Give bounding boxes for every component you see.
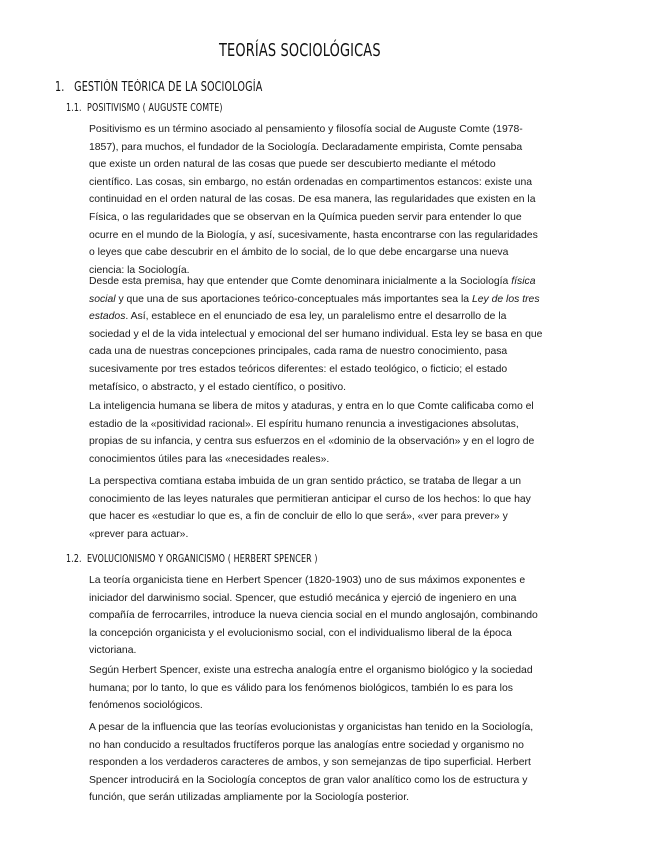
text-line: compañía de ferrocarriles, introduce la nueva ciencia social en el mundo anglosajón, combinando [89, 610, 538, 622]
section-number: 1. [55, 80, 65, 95]
italic-term: física [511, 276, 536, 287]
text-line: fenómenos sociológicos. [89, 700, 203, 712]
text-line: sociedad y el de la vida intelectual y emocional del ser humano individual. Esta ley se basa en que [89, 328, 543, 340]
text-line: humana; por lo tanto, lo que es válido para los fenómenos biológicos, también lo es para los [89, 682, 513, 694]
text-line: propias de su infancia, y centra sus esfuerzos en el «dominio de la observación» y en el logro de [89, 436, 535, 448]
text-line: que existe un orden natural de las cosas que puede ser descubierto mediante el método [89, 159, 496, 171]
subsection-number: 1.1. [66, 101, 82, 114]
text-line: victoriana. [89, 645, 137, 657]
italic-term: social [89, 293, 116, 305]
text-line: Física, o las regularidades que se observan en la Química pueden servir para entender lo que [89, 211, 522, 223]
text-line: y que una de sus aportaciones teórico-conceptuales más importantes sea la [115, 293, 472, 305]
text-line: conocimientos útiles para las «necesidades reales». [89, 453, 330, 465]
paragraph-positivismo-3 [89, 398, 534, 468]
text-line: 1857), para muchos, el fundador de la Sociología. Declaradamente empirista, Comte pensaba [89, 141, 523, 153]
text-line: sucesivamente por tres estados teóricos diferentes: el estado teológico, o ficticio; el estado [89, 363, 508, 375]
text-line: o leyes que cabe descubrir en el ámbito de lo social, de lo que debe encargarse una nueva [89, 247, 509, 259]
paragraph-positivismo-2 [89, 273, 542, 396]
text-line: Spencer introducirá en la Sociología conceptos de gran valor analítico como los de estructura y [89, 774, 528, 786]
text-line: cada una de nuestras concepciones principales, cada rama de nuestro conocimiento, pasa [89, 346, 508, 358]
subsection-title: EVOLUCIONISMO Y ORGANICISMO ( HERBERT SPENCER ) [87, 552, 318, 565]
paragraph-positivismo-4 [89, 473, 531, 543]
text-line: . Así, establece en el enunciado de esa ley, un paralelismo entre el desarrollo de la [125, 311, 507, 323]
text-line: La teoría organicista tiene en Herbert Spencer (1820-1903) uno de sus máximos exponentes e [89, 575, 526, 586]
subsection-heading-1-1 [66, 101, 223, 114]
text-line: La inteligencia humana se libera de mitos y ataduras, y entra en lo que Comte calificaba como el [89, 401, 534, 412]
text-line: La perspectiva comtiana estaba imbuida de un gran sentido práctico, se trataba de llegar a un [89, 476, 522, 487]
paragraph-evolucionismo-1 [89, 572, 538, 660]
text-line: Positivismo es un término asociado al pensamiento y filosofía social de Auguste Comte (1978- [89, 124, 523, 135]
text-line: responden a los verdaderos caracteres de ambos, y son semejanzas de tipo superficial. Herbert [89, 757, 531, 769]
subsection-heading-1-2 [66, 552, 318, 565]
text-line: función, que serán utilizadas ampliamente por la Sociología posterior. [89, 792, 409, 804]
text-line: iniciador del darwinismo social. Spencer, que estudió mecánica y ejerció de ingeniero en una [89, 592, 517, 604]
subsection-title: POSITIVISMO ( AUGUSTE COMTE) [87, 101, 223, 114]
text-line: «prever para actuar». [89, 528, 189, 540]
paragraph-evolucionismo-2 [89, 662, 533, 715]
text-line: científico. Las cosas, sin embargo, no están ordenadas en compartimentos estancos: existe una [89, 176, 533, 188]
text-line: Según Herbert Spencer, existe una estrecha analogía entre el organismo biológico y la sociedad [89, 665, 533, 676]
italic-term: estados [89, 311, 126, 323]
text-line: ocurre en el mundo de la Biología, y así, sucesivamente, hasta encontrarse con las regularidades [89, 229, 538, 241]
text-line: no han conducido a resultados fructíferos porque las analogías entre sociedad y organismo no [89, 739, 524, 751]
italic-term: Ley de los tres [471, 293, 540, 305]
text-line: conocimiento de las leyes naturales que permitieran anticipar el curso de los hechos: lo que hay [89, 493, 531, 505]
text-line: continuidad en el orden natural de las cosas. De esa manera, las regularidades que existen en la [89, 194, 536, 206]
paragraph-rest [89, 326, 542, 396]
text-line: A pesar de la influencia que las teorías evolucionistas y organicistas han tenido en la Sociología, [89, 722, 534, 733]
section-title: GESTIÓN TEÓRICA DE LA SOCIOLOGÍA [74, 80, 263, 95]
paragraph-evolucionismo-3 [89, 719, 533, 807]
subsection-number: 1.2. [66, 552, 82, 565]
section-heading-1 [55, 80, 262, 95]
paragraph-positivismo-1 [89, 121, 538, 279]
text-line: metafísico, o abstracto, y el estado científico, o positivo. [89, 381, 347, 393]
document-title: TEORÍAS SOCIOLÓGICAS [219, 40, 381, 61]
text-line: que hacer es «estudiar lo que es, a fin de concluir de ello lo que será», «ver para prever» y [89, 511, 508, 523]
text-line: la concepción organicista y el evolucionismo social, con el individualismo liberal de la época [89, 627, 512, 639]
text-line: estadio de la «positividad racional». El espíritu humano renuncia a investigaciones absolutas, [89, 418, 519, 430]
text-line: ciencia: la Sociología. [89, 264, 190, 276]
text-line: Desde esta premisa, hay que entender que Comte denominara inicialmente a la Sociología [89, 276, 512, 287]
